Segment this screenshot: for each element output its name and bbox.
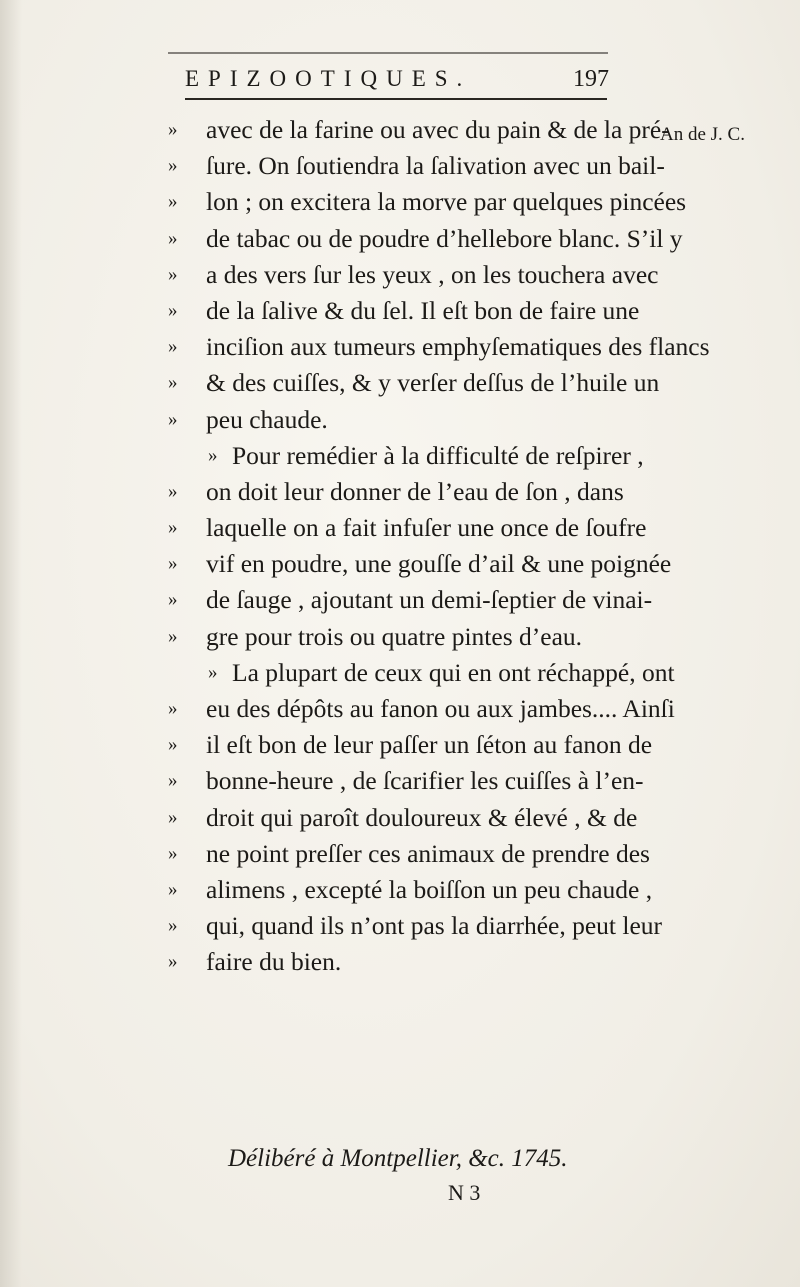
line-text: de ſauge , ajoutant un demi-ſeptier de vinai- <box>206 585 653 615</box>
line-text: inciſion aux tumeurs emphyſematiques des flancs <box>206 332 710 362</box>
header-rule <box>185 98 607 100</box>
quote-mark: » <box>168 842 177 864</box>
text-line <box>168 546 672 582</box>
quote-mark: » <box>168 155 177 177</box>
line-text: gre pour trois ou quatre pintes d’eau. <box>206 621 583 651</box>
line-text: ſure. On ſoutiendra la ſalivation avec un bail- <box>206 151 665 181</box>
text-line <box>168 944 662 980</box>
running-title: EPIZOOTIQUES. <box>185 66 472 91</box>
quote-mark: » <box>168 553 177 575</box>
quote-mark: » <box>208 444 217 466</box>
text-line <box>168 221 683 257</box>
text-line <box>168 908 663 944</box>
line-text: faire du bien. <box>206 947 342 977</box>
text-line <box>168 474 662 510</box>
binding-shadow <box>0 0 22 1287</box>
page-header <box>185 60 609 100</box>
text-line <box>168 510 662 546</box>
text-line <box>168 402 662 438</box>
line-text: Pour remédier à la difficulté de reſpirer , <box>232 440 644 470</box>
line-text: bonne-heure , de ſcarifier les cuiſſes à l’en- <box>206 766 644 796</box>
text-line <box>168 836 662 872</box>
line-text: a des vers ſur les yeux , on les touchera avec <box>206 259 659 289</box>
text-line <box>168 329 710 365</box>
text-line <box>168 582 662 618</box>
quote-mark: » <box>168 698 177 719</box>
quote-mark: » <box>168 878 177 900</box>
top-edge-rule <box>168 34 608 54</box>
quote-mark: » <box>168 227 177 249</box>
text-line <box>168 727 662 763</box>
signature-mark: N 3 <box>448 1180 481 1205</box>
quote-mark: » <box>168 263 177 285</box>
quote-mark: » <box>208 661 217 683</box>
text-line <box>168 800 662 836</box>
quote-mark: » <box>168 517 177 539</box>
text-line <box>168 257 662 293</box>
quote-mark: » <box>168 951 177 973</box>
quote-mark: » <box>168 336 177 358</box>
text-line <box>168 148 665 184</box>
line-text: La plupart de ceux qui en ont réchappé, ont <box>232 657 675 687</box>
quote-mark: » <box>168 770 177 792</box>
quote-mark: » <box>168 119 177 140</box>
text-line <box>168 619 662 655</box>
line-text: peu chaude. <box>206 404 328 434</box>
line-text: ne point preſſer ces animaux de prendre des <box>206 838 650 868</box>
text-line <box>168 365 662 401</box>
line-text: qui, quand ils n’ont pas la diarrhée, peut leur <box>206 911 663 941</box>
line-text: avec de la farine ou avec du pain & de la pré- <box>206 115 670 144</box>
line-text: laquelle on a fait infuſer une once de ſoufre <box>206 513 647 543</box>
line-text: il eſt bon de leur paſſer un ſéton au fanon de <box>206 730 653 760</box>
line-text: de la ſalive & du ſel. Il eſt bon de faire une <box>206 295 640 325</box>
line-text: droit qui paroît douloureux & élevé , & de <box>206 802 638 832</box>
line-text: on doit leur donner de l’eau de ſon , dans <box>206 476 624 506</box>
text-line <box>168 112 670 148</box>
line-text: vif en poudre, une gouſſe d’ail & une poignée <box>206 549 672 579</box>
quote-mark: » <box>168 480 177 502</box>
line-text: lon ; on excitera la morve par quelques pincées <box>206 187 687 217</box>
quote-mark: » <box>168 625 177 647</box>
quote-mark: » <box>168 589 177 611</box>
text-line <box>168 184 687 220</box>
text-line <box>192 655 675 691</box>
quote-mark: » <box>168 734 177 756</box>
quote-mark: » <box>168 408 177 430</box>
text-line <box>168 872 662 908</box>
quote-mark: » <box>168 372 177 394</box>
line-text: alimens , excepté la boiſſon un peu chaude , <box>206 874 653 904</box>
text-line <box>168 763 662 799</box>
line-text: & des cuiſſes, & y verſer deſſus de l’huile un <box>206 368 660 398</box>
text-line <box>168 691 675 727</box>
page-number: 197 <box>573 66 609 92</box>
quote-mark: » <box>168 299 177 321</box>
line-text: eu des dépôts au fanon ou aux jambes.... Ainſi <box>206 694 675 723</box>
quote-mark: » <box>168 191 177 213</box>
text-line <box>192 438 662 474</box>
margin-note: An de J. C. <box>660 124 745 145</box>
signature-line: Délibéré à Montpellier, &c. 1745. <box>228 1145 568 1172</box>
text-line <box>168 293 662 329</box>
line-text: de tabac ou de poudre d’hellebore blanc. S’il y <box>206 223 683 253</box>
quote-mark: » <box>168 915 177 937</box>
quote-mark: » <box>168 806 177 828</box>
